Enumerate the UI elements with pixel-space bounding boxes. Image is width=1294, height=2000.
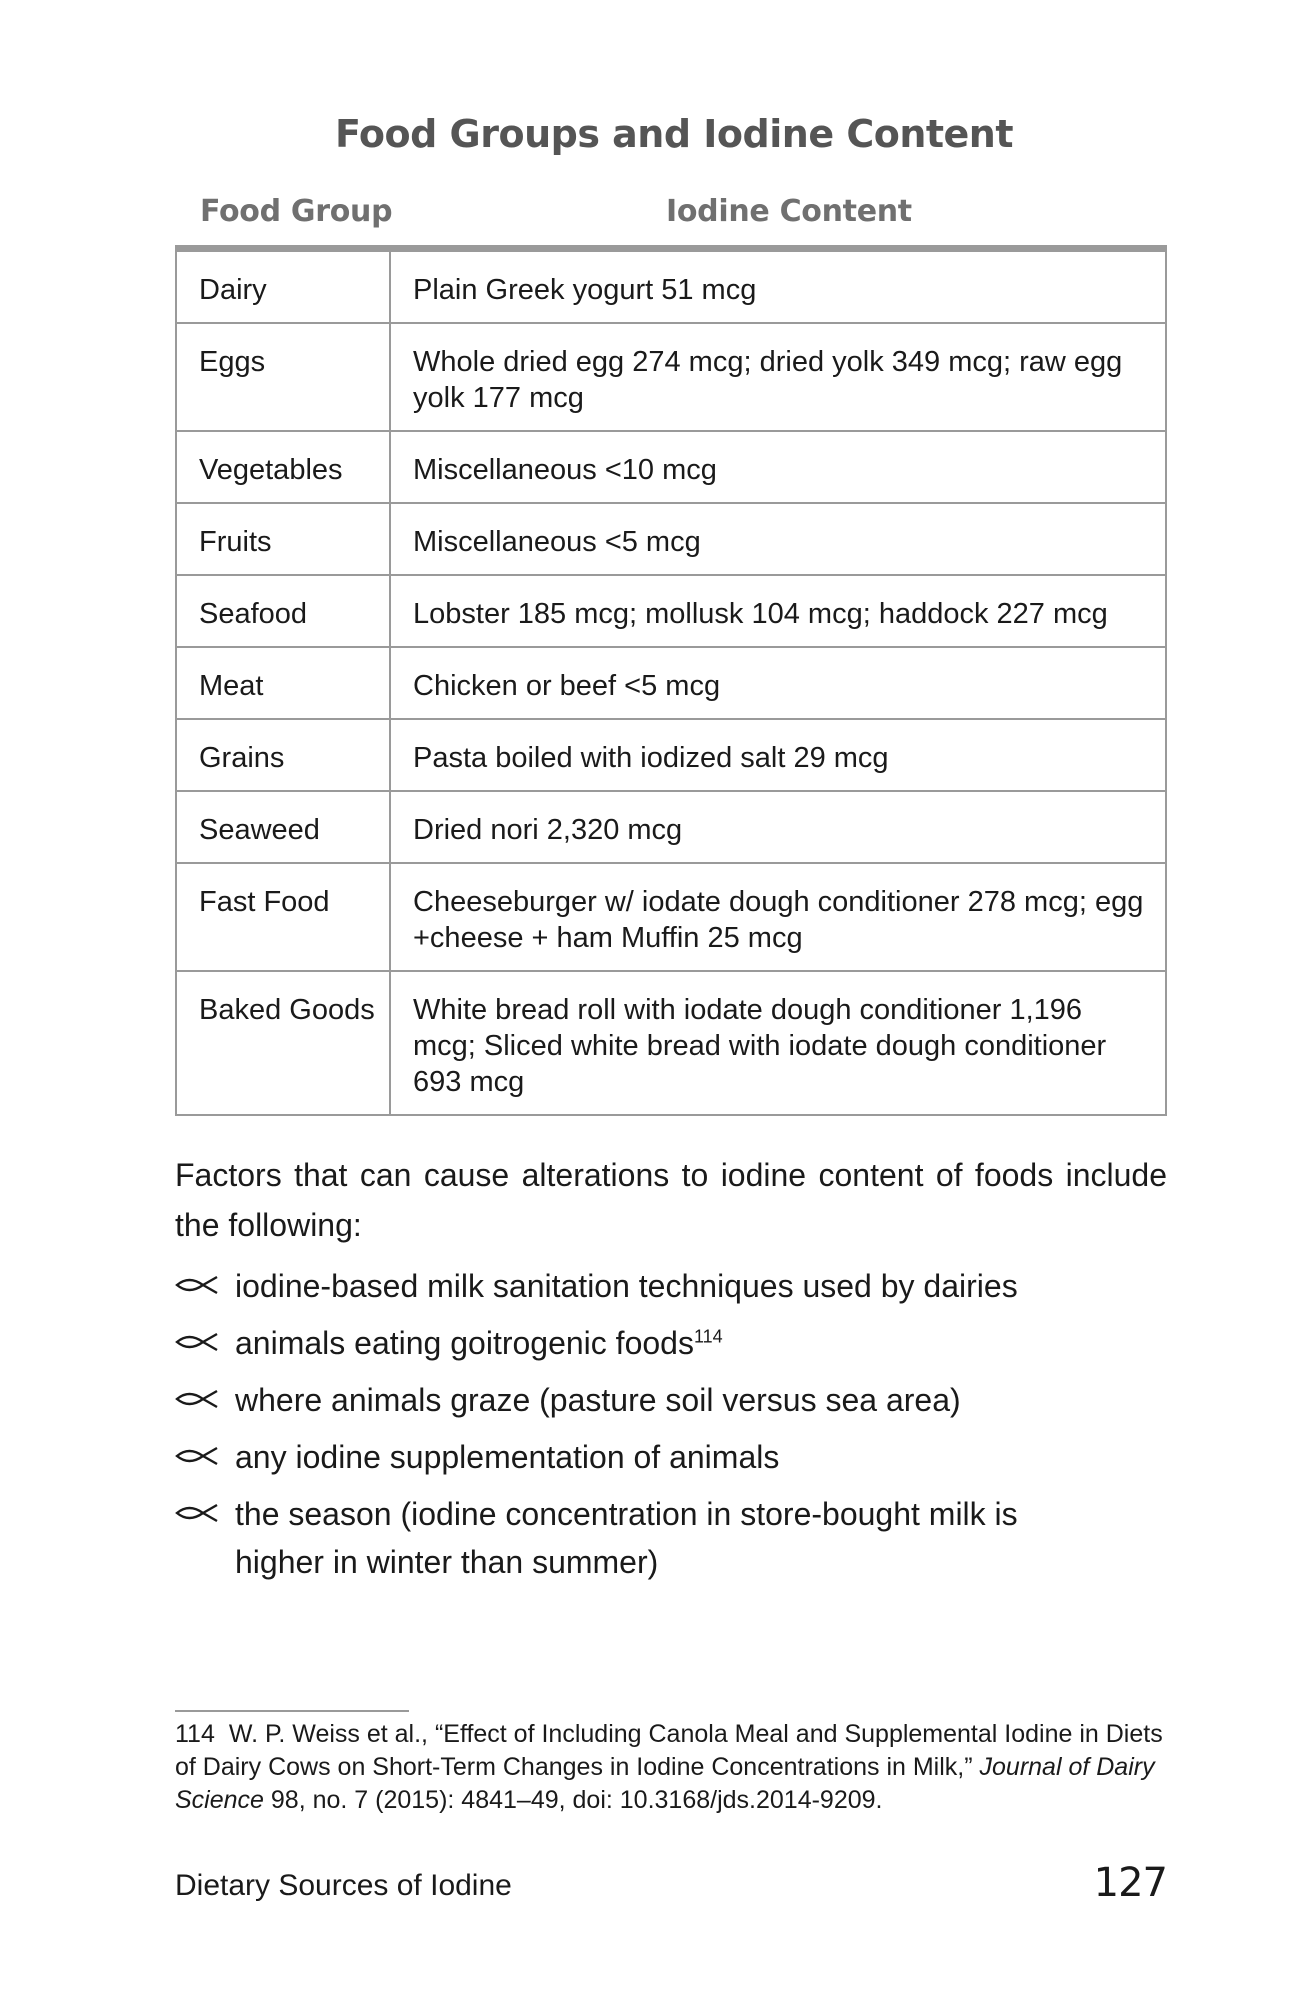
table-row — [176, 323, 1166, 431]
food-group-cell: Seafood — [176, 575, 390, 647]
food-group-cell: Seaweed — [176, 791, 390, 863]
page-title: Food Groups and Iodine Content — [334, 112, 1014, 156]
running-footer: Dietary Sources of Iodine — [175, 1869, 512, 1902]
factors-list — [175, 1262, 1095, 1595]
iodine-content-cell: Pasta boiled with iodized salt 29 mcg — [390, 719, 1166, 791]
table-row — [176, 971, 1166, 1115]
list-item — [175, 1262, 1095, 1310]
food-group-cell: Grains — [176, 719, 390, 791]
fish-icon — [175, 1331, 221, 1353]
column-header-iodine-content: Iodine Content — [666, 194, 912, 229]
table-row — [176, 503, 1166, 575]
fish-icon — [175, 1502, 221, 1524]
table-row — [176, 575, 1166, 647]
food-group-cell: Meat — [176, 647, 390, 719]
table-row — [176, 719, 1166, 791]
table-row — [176, 791, 1166, 863]
list-item — [175, 1376, 1095, 1424]
intro-paragraph: Factors that can cause alterations to iodine content of foods include the following: — [175, 1157, 1167, 1243]
table-row — [176, 647, 1166, 719]
factor-text: any iodine supplementation of animals — [235, 1439, 780, 1475]
factor-text: the season (iodine concentration in store-bought milk is higher in winter than summer) — [235, 1496, 1018, 1580]
factor-text: where animals graze (pasture soil versus sea area) — [235, 1382, 961, 1418]
iodine-content-cell: Cheeseburger w/ iodate dough conditioner 278 mcg; egg +cheese + ham Muffin 25 mcg — [390, 863, 1166, 971]
list-item — [175, 1490, 1095, 1586]
iodine-content-cell: White bread roll with iodate dough conditioner 1,196 mcg; Sliced white bread with iodate dough conditioner 693 mcg — [390, 971, 1166, 1115]
footnote-journal: Journal of Dairy Science — [175, 1753, 1155, 1814]
iodine-content-cell: Plain Greek yogurt 51 mcg — [390, 251, 1166, 323]
fish-icon — [175, 1274, 221, 1296]
iodine-content-cell: Lobster 185 mcg; mollusk 104 mcg; haddock 227 mcg — [390, 575, 1166, 647]
food-group-cell: Fast Food — [176, 863, 390, 971]
footnote — [175, 1718, 1167, 1817]
iodine-content-cell: Miscellaneous <10 mcg — [390, 431, 1166, 503]
footnote-text: W. P. Weiss et al., “Effect of Including Canola Meal and Supplemental Iodine in Diets of Dairy Cows on Short-Term Changes in Iodine Concentrations in Milk,” — [175, 1720, 1163, 1781]
footnote-citation-details: 98, no. 7 (2015): 4841–49, doi: 10.3168/jds.2014-9209. — [263, 1786, 883, 1814]
iodine-content-cell: Chicken or beef <5 mcg — [390, 647, 1166, 719]
food-iodine-table — [175, 250, 1167, 1116]
list-item — [175, 1433, 1095, 1481]
footnote-number: 114 — [175, 1720, 215, 1748]
food-group-cell: Fruits — [176, 503, 390, 575]
food-group-cell: Dairy — [176, 251, 390, 323]
table-row — [176, 251, 1166, 323]
page-number: 127 — [1093, 1860, 1167, 1906]
iodine-content-cell: Whole dried egg 274 mcg; dried yolk 349 mcg; raw egg yolk 177 mcg — [390, 323, 1166, 431]
column-header-food-group: Food Group — [200, 194, 393, 229]
table-row — [176, 431, 1166, 503]
food-group-cell: Vegetables — [176, 431, 390, 503]
footnote-divider — [175, 1710, 409, 1712]
factor-text: iodine-based milk sanitation techniques used by dairies — [235, 1268, 1018, 1304]
list-item — [175, 1319, 1095, 1367]
table-row — [176, 863, 1166, 971]
iodine-content-cell: Miscellaneous <5 mcg — [390, 503, 1166, 575]
iodine-content-cell: Dried nori 2,320 mcg — [390, 791, 1166, 863]
footnote-reference: 114 — [693, 1326, 723, 1347]
fish-icon — [175, 1388, 221, 1410]
food-group-cell: Eggs — [176, 323, 390, 431]
fish-icon — [175, 1445, 221, 1467]
food-group-cell: Baked Goods — [176, 971, 390, 1115]
factor-text: animals eating goitrogenic foods — [235, 1325, 694, 1361]
